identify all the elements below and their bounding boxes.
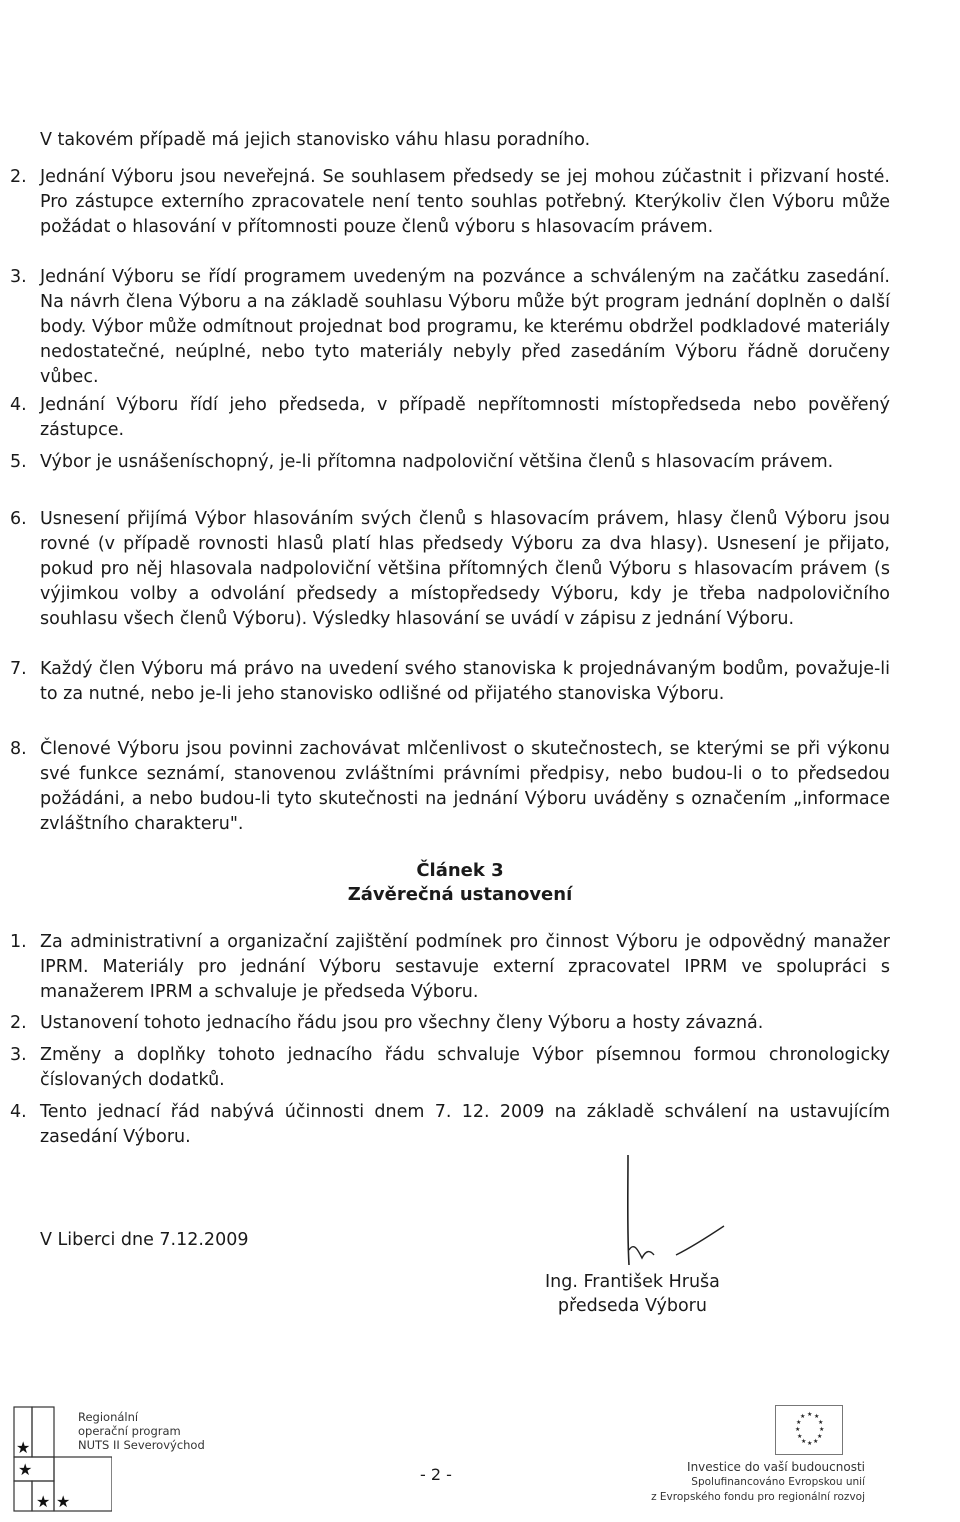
item-text: Ustanovení tohoto jednacího řádu jsou pro všechny členy Výboru a hosty závazná. [40,1013,764,1033]
svg-text:★: ★ [795,1426,801,1433]
svg-text:★: ★ [796,1419,802,1426]
eu-flag-icon [775,1405,843,1455]
svg-text:★: ★ [16,1438,31,1457]
article-3-title: Článek 3 [416,860,504,881]
svg-text:★: ★ [814,1413,820,1420]
item-number: 1. [10,932,27,952]
item-text: Výbor je usnášeníschopný, je-li přítomna nadpoloviční většina členů s hlasovacím právem. [40,452,834,472]
item-number: 4. [10,1102,27,1122]
svg-text:★: ★ [800,1413,806,1420]
item-number: 7. [10,659,27,679]
svg-text:★: ★ [56,1492,71,1511]
item-number: 4. [10,395,27,415]
svg-text:★: ★ [813,1438,819,1445]
item-number: 2. [10,167,27,187]
rop-line: NUTS II Severovýchod [78,1438,205,1452]
item-text: Usnesení přijímá Výbor hlasováním svých členů s hlasovacím právem, hlasy členů Výboru jsou rovné (v případě rovnosti hlasů platí hlas předsedy Výboru za dva hlasy). Usnesení je přijato, pokud pro něj hlasovala nadpoloviční většina přítomných členů Výboru s hlasovacím právem (s výjimkou volby a odvolání předsedy a místopředsedy Výboru, kdy je třeba nadpolovičního souhlasu všech členů Výboru). Výsledky hlasování se uvádí v zápisu z jednání Výboru. [40,509,890,629]
item-text: Změny a doplňky tohoto jednacího řádu schvaluje Výbor písemnou formou chronologicky číslovaných dodatků. [40,1045,890,1090]
item-text: Tento jednací řád nabývá účinnosti dnem 7. 12. 2009 na základě schválení na ustavujícím zasedání Výboru. [40,1102,890,1147]
item-number: 6. [10,509,27,529]
eu-line: Investice do vaší budoucnosti [687,1460,865,1474]
eu-line: Spolufinancováno Evropskou unií [691,1476,865,1488]
item-number: 3. [10,1045,27,1065]
svg-text:★: ★ [819,1426,825,1433]
rop-line: operační program [78,1424,181,1438]
svg-text:★: ★ [36,1492,51,1511]
eu-line: z Evropského fondu pro regionální rozvoj [651,1491,865,1503]
svg-text:★: ★ [817,1433,823,1440]
rop-line: Regionální [78,1410,139,1424]
signer-block [545,1270,720,1318]
item-number: 5. [10,452,27,472]
item-number: 3. [10,267,27,287]
article-3-subtitle: Závěrečná ustanovení [347,884,573,905]
item-text: Jednání Výboru se řídí programem uvedeným na pozvánce a schváleným na začátku zasedání. Na návrh člena Výboru a na základě souhlasu Výboru může být program jednání doplněn o další body. Výbor může odmítnout projednat bod programu, ke kterému obdržel podkladové materiály nedostatečné, neúplné, nebo tyto materiály nebyly před zasedáním Výboru řádně doručeny vůbec. [40,267,890,387]
item-number: 8. [10,739,27,759]
svg-text:★: ★ [797,1433,803,1440]
item-number: 2. [10,1013,27,1033]
place-and-date: V Liberci dne 7.12.2009 [40,1230,249,1250]
item-text: Za administrativní a organizační zajištění podmínek pro činnost Výboru je odpovědný manažer IPRM. Materiály pro jednání Výboru sestavuje externí zpracovatel IPRM ve spolupráci s manažerem IPRM a schvaluje je předseda Výboru. [40,932,890,1002]
item-text: Členové Výboru jsou povinni zachovávat mlčenlivost o skutečnostech, se kterými se při výkonu své funkce seznámí, stanovenou zvláštními právními předpisy, nebo budou-li o to předsedou požádáni, a nebo budou-li tyto skutečnosti na jednání Výboru uváděny s označením „informace zvláštního charakteru". [40,739,890,834]
page-number: - 2 - [420,1465,452,1484]
item-text: Jednání Výboru jsou neveřejná. Se souhlasem předsedy se jej mohou zúčastnit i přizvaní hosté. Pro zástupce externího zpracovatele není tento souhlas potřebný. Kterýkoliv člen Výboru může požádat o hlasování v přítomnosti pouze členů výboru s hlasovacím právem. [40,167,890,237]
item-text: Jednání Výboru řídí jeho předseda, v případě nepřítomnosti místopředseda nebo pověřený zástupce. [40,395,890,440]
signer-role: předseda Výboru [557,1296,707,1316]
rop-label [78,1410,205,1452]
svg-text:★: ★ [807,1411,813,1418]
svg-text:★: ★ [18,1460,33,1479]
item-text: Každý člen Výboru má právo na uvedení svého stanoviska k projednávaným bodům, považuje-li to za nutné, nebo je-li jeho stanovisko odlišné od přijatého stanoviska Výboru. [40,659,890,704]
intro-paragraph: V takovém případě má jejich stanovisko váhu hlasu poradního. [40,130,591,150]
eu-funding-text [640,1460,865,1505]
svg-text:★: ★ [818,1419,824,1426]
svg-text:★: ★ [807,1440,813,1447]
svg-text:★: ★ [801,1438,807,1445]
handwritten-signature [620,1150,730,1270]
signer-name: Ing. František Hruša [545,1272,720,1292]
